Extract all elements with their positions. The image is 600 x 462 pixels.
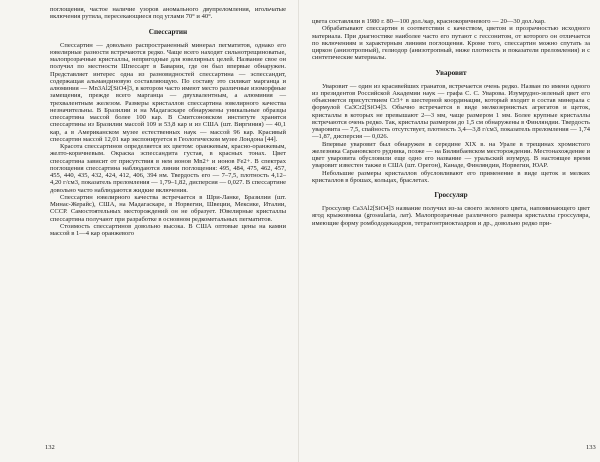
section-heading-uvarovite: Уваровит [435,68,467,77]
paragraph: Стоимость спессартинов довольно высока. В США оптовые цены на камни массой в 1—4 кар оранжевого [50,222,286,237]
right-page [304,0,600,462]
section-heading-grossular: Гроссуляр [434,191,468,199]
paragraph: Красота спессартинов определяется их цветом: оранжевым, красно-оранжевым, желто-коричневым. Окраска эспессандита густая, в красных тонах. Цвет спессартина зависит от присутствия в нем ионов Mn2+ и ионов Fe2+. В спектрах поглощения спессартина наблюдаются линии поглощения: 495, 484, 475, 462, 457, 455, 440, 435, 432, 424, 412, 406, 394 нм. Твердость его — 7–7,5, плотность 4,12–4,20 г/см3, показатель преломления — 1,79–1,82, дисперсия — 0,027. В спессартине довольно часто наблюдаются жидкие включения. [50,143,286,194]
page-number: 132 [45,444,55,451]
paragraph: цвета составляли в 1980 г. 80—100 дол./кар, краснокоричневого — 20—30 дол./кар. [312,18,546,25]
left-page-text [50,6,286,237]
paragraph: Гроссуляр Ca3Al2[SiO4]3 название получил из-за своего зеленого цвета, напоминающего цвет ягод крыжовника (grossularia, лат). Малопрозрачные различного размера кристаллы гроссуляра, имеющие форму ромбододекаэдров, тетрагонтриоктаэдров и др., довольно редко при- [312,205,590,227]
intro-paragraph: поглощения, частое наличие узоров аномального двупреломления, игольчатые включения рутила, пересекающиеся под углами 70° и 40°. [50,6,286,21]
paragraph: Уваровит — один из красивейших гранатов, встречается очень редко. Назван по имени одного из президентов Российской Академии наук — графа С. С. Уварова. Изумрудно-зеленый цвет его объясняется присутствием Cr3+ в шестерной координации, который входит в состав минерала с формулой Ca3Cr2[SiO4]3. Обычно встречается в виде мелкозернистых агрегатов и щеток, кристаллы в которых не превышают 2—3 мм, чаще размером 1 мм. Более крупные кристаллы встречаются очень редко. Так, кристаллы размером до 1,5 см обнаружены в Финляндии. Твердость уваровита — 7,5, спайность отсутствует, плотность 3,4—3,8 г/см3, показатель преломления — 1,74—1,87, дисперсия — 0,026. [312,82,590,141]
page-number: 133 [586,444,596,451]
paragraph: Небольшие размеры кристаллов обусловливают его применение в виде щеток и мелких кристаллов в брошах, кольцах, браслетах. [312,169,590,184]
paragraph: Спессартин ювелирного качества встречается в Шри-Ланке, Бразилии (шт. Минас-Жерайс), США, на Мадагаскаре, в Норвегии, Швеции, Мексике, Италии, СССР. Самостоятельных месторождений он не образует. Ювелирные кристаллы спессартина получают при разработке в основном редкометальных пегматитов. [50,193,286,223]
right-page-text [312,18,590,227]
page-gutter [298,0,299,462]
paragraph: Впервые уваровит был обнаружен в середине XIX в. на Урале в трещинах хромистого железняка Сарановского рудника, позже — на Биляибаевском месторождении. Местонахождение и цвет уваровита обусловили еще одно его название — уральский изумруд. В настоящее время уваровит известен также в США (шт. Орегон), Канаде, Финляндии, Норвегии, ЮАР. [312,140,590,170]
paragraph: Обрабатывают спессартин в соответствии с качеством, цветом и прозрачностью исходного материала. При диагностике наиболее часто его путают с гессонитом, от которого он отличается по включениям и характерным линиям поглощения. Кроме того, спессартин можно спутать за циркон (анизотропный), гелиодор (анизотропный, ниже плотность и показатели преломления) и с синтетические материалы. [312,25,590,62]
paragraph: Спессартин — довольно распространенный минерал пегматитов, однако его ювелирные разности встречаются редко. Чаще всего находят сильнотрещиноватые, малопрозрачные кристаллы, непригодные для ювелирных целей. Название свое он получил по местности Шпессарт в Баварии, где он был впервые обнаружен. Представляет интерес одна из разновидностей спессартина — эспессандит, содержащая альмандиновую составляющую. По составу это силикат марганца и алюминия — Mn3Al2[SiO4]3, в котором часто имеют место различные изоморфные замещения, прежде всего марганца — двухвалентным, а алюминия — трехвалентным железом. Размеры кристаллов спессартина ювелирного качества незначительны. В Бразилии и на Мадагаскаре обнаружены уникальные образцы спессартина массой более 100 кар. В Смитсоновском институте хранятся спессартины из Бразилии массой 109 и 53,8 кар и из США (шт. Виргиния) — 40,1 кар, а в Американском музее естественных наук — массой 96 кар. Красивый спессартин массой 12,01 кар экспонируется в Геологическом музее Лондона [44]. [50,41,286,143]
section-heading-spessartine: Спессартин [148,27,188,36]
left-page [0,0,296,462]
